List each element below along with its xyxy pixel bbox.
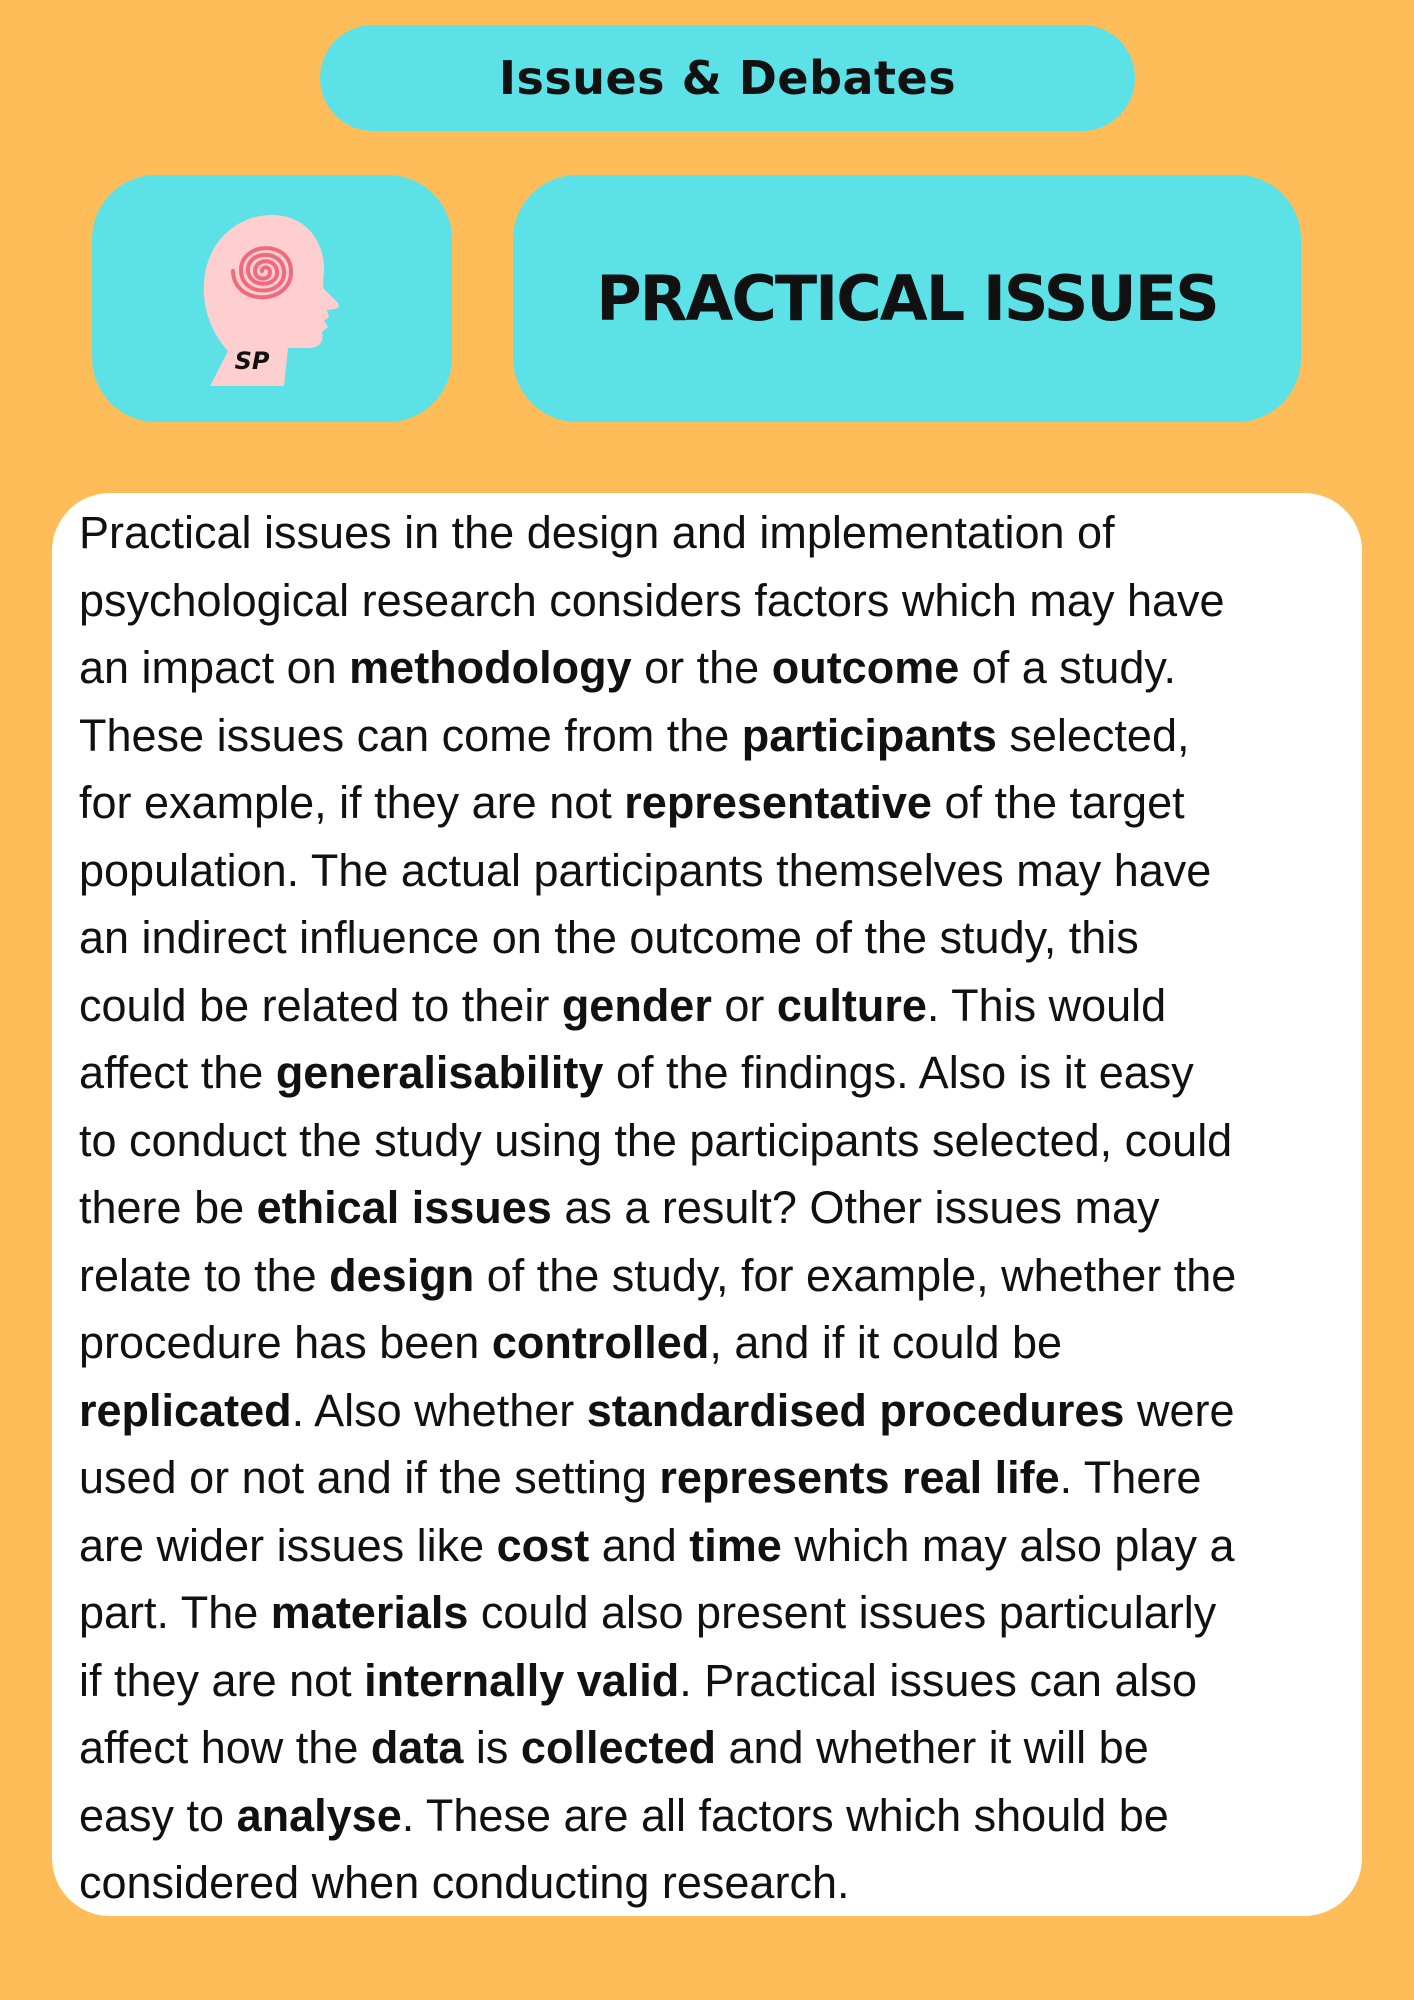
- text-run: for example, if they are not: [79, 777, 625, 828]
- paragraph-line: [79, 642, 1176, 693]
- content-card: [52, 493, 1362, 1916]
- text-run: . There: [1059, 1452, 1202, 1503]
- paragraph-line: [79, 1520, 1235, 1571]
- paragraph-line: [79, 1250, 1236, 1301]
- text-run: . Also whether: [291, 1384, 587, 1436]
- text-run: , and if it could be: [709, 1317, 1063, 1368]
- text-run: These issues can come from the: [79, 709, 742, 761]
- key-term: controlled: [491, 1317, 710, 1368]
- key-term: time: [689, 1519, 782, 1571]
- head-spiral-icon: [200, 211, 340, 386]
- body-paragraph: [79, 499, 1369, 1917]
- key-term: participants: [741, 709, 997, 761]
- topic-label: Issues & Debates: [498, 51, 957, 105]
- text-run: part. The: [79, 1587, 271, 1638]
- text-run: could also present issues particularly: [468, 1587, 1217, 1638]
- paragraph-line: [79, 1587, 1216, 1638]
- paragraph-line: [79, 845, 1211, 896]
- text-run: population. The actual participants themselves may have: [79, 844, 1212, 896]
- key-term: materials: [270, 1587, 469, 1638]
- text-run: of the findings. Also is it easy: [603, 1047, 1194, 1098]
- key-term: data: [370, 1722, 464, 1773]
- key-term: represents real life: [659, 1452, 1060, 1503]
- paragraph-line: [79, 507, 1115, 558]
- key-term: analyse: [236, 1789, 402, 1841]
- key-term: representative: [624, 777, 932, 828]
- text-run: affect how the: [79, 1722, 371, 1773]
- text-run: . Practical issues can also: [679, 1654, 1198, 1706]
- paragraph-line: [79, 1047, 1194, 1098]
- paragraph-line: [79, 1452, 1201, 1503]
- text-run: used or not and if the setting: [79, 1452, 660, 1503]
- text-run: there be: [79, 1182, 257, 1233]
- paragraph-line: [79, 710, 1189, 761]
- paragraph-line: [79, 1655, 1197, 1706]
- key-term: standardised procedures: [586, 1384, 1125, 1436]
- text-run: is: [463, 1722, 521, 1773]
- text-run: and whether it will be: [716, 1722, 1149, 1773]
- text-run: selected,: [996, 709, 1190, 761]
- text-run: considered when conducting research.: [79, 1857, 850, 1908]
- key-term: methodology: [349, 642, 632, 693]
- text-run: procedure has been: [79, 1317, 492, 1368]
- text-run: were: [1124, 1384, 1235, 1436]
- key-term: design: [329, 1249, 475, 1301]
- paragraph-line: [79, 1182, 1160, 1233]
- paragraph-line: [79, 1857, 849, 1908]
- text-run: an impact on: [79, 642, 350, 693]
- text-run: affect the: [79, 1047, 276, 1098]
- paragraph-line: [79, 912, 1139, 963]
- text-run: could be related to their: [79, 979, 562, 1031]
- paragraph-line: [79, 575, 1225, 626]
- paragraph-line: [79, 1317, 1062, 1368]
- text-run: to conduct the study using the participants selected, could: [79, 1114, 1233, 1166]
- text-run: psychological research considers factors which may have: [79, 574, 1225, 626]
- text-run: an indirect influence on the outcome of the study, this: [79, 912, 1139, 963]
- paragraph-line: [79, 1115, 1232, 1166]
- text-run: as a result? Other issues may: [551, 1182, 1160, 1233]
- text-run: relate to the: [79, 1249, 330, 1301]
- key-term: outcome: [771, 642, 960, 693]
- text-run: and: [589, 1519, 690, 1571]
- text-run: . This would: [926, 979, 1167, 1031]
- text-run: which may also play a: [781, 1519, 1235, 1571]
- key-term: internally valid: [364, 1654, 680, 1706]
- key-term: cost: [496, 1519, 590, 1571]
- paragraph-line: [79, 1722, 1149, 1773]
- text-run: of the study, for example, whether the: [474, 1249, 1237, 1301]
- key-term: gender: [561, 979, 712, 1031]
- paragraph-line: [79, 980, 1166, 1031]
- key-term: ethical issues: [256, 1182, 552, 1233]
- text-run: of a study.: [959, 642, 1177, 693]
- text-run: Practical issues in the design and implementation of: [79, 507, 1115, 558]
- text-run: if they are not: [79, 1654, 365, 1706]
- key-term: culture: [776, 979, 927, 1031]
- title-panel: [513, 175, 1301, 422]
- page-title: PRACTICAL ISSUES: [596, 262, 1218, 335]
- text-run: or: [711, 979, 777, 1031]
- key-term: collected: [520, 1722, 716, 1773]
- text-run: easy to: [79, 1789, 237, 1841]
- text-run: . These are all factors which should be: [401, 1789, 1169, 1841]
- paragraph-line: [79, 777, 1185, 828]
- paragraph-line: [79, 1790, 1169, 1841]
- text-run: of the target: [931, 777, 1185, 828]
- logo-text: SP: [234, 347, 270, 375]
- key-term: replicated: [79, 1384, 292, 1436]
- text-run: are wider issues like: [79, 1519, 497, 1571]
- text-run: or the: [631, 642, 772, 693]
- paragraph-line: [79, 1385, 1234, 1436]
- topic-banner: [320, 25, 1135, 131]
- logo-panel: [92, 175, 452, 422]
- key-term: generalisability: [275, 1047, 604, 1098]
